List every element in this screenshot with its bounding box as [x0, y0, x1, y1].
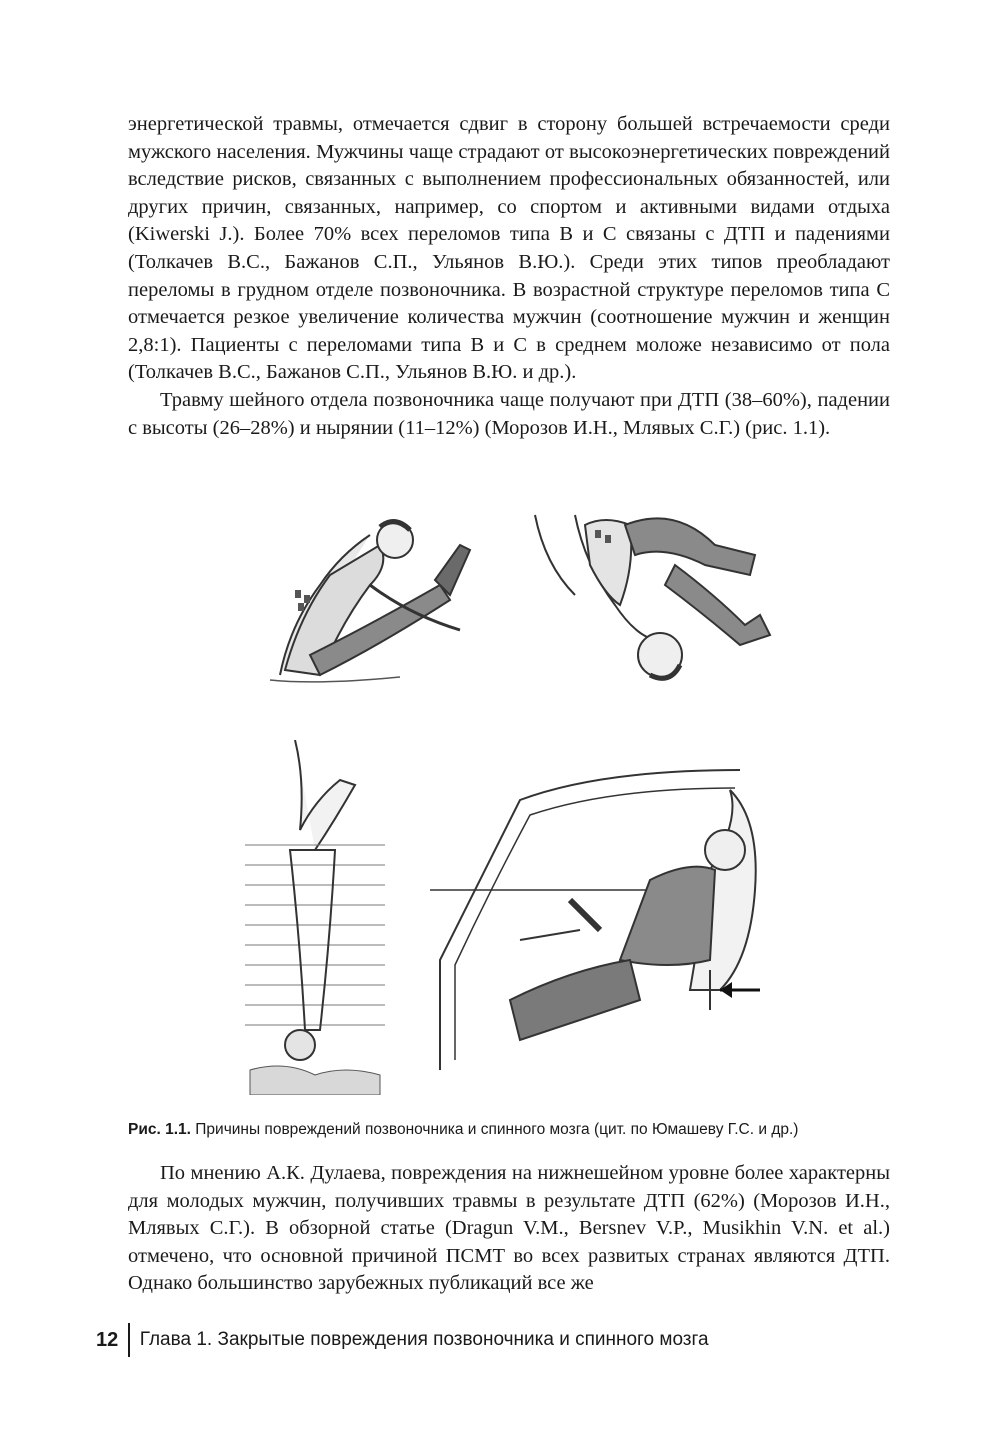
figure-spinal-injury-causes	[220, 505, 790, 1095]
paragraph: энергетической травмы, отмечается сдвиг в сторону большей встречаемости среди мужского населения. Мужчины чаще страдают от высокоэнергетических повреждений вследствие рисков, связанных с выполнением профессиональных обязанностей, или других причин, связанных, например, со спортом и активными видами отдыха (Kiwerski J.). Более 70% всех переломов типа B и С связаны с ДТП и падениями (Толкачев В.С., Бажанов С.П., Ульянов В.Ю.). Среди этих типов преобладают переломы в грудном отделе позвоночника. В возрастной структуре переломов типа С отмечается резкое увеличение количества мужчин (соотношение мужчин и женщин 2,8:1). Пациенты с переломами типа В и С в среднем моложе независимо от пола (Толкачев В.С., Бажанов С.П., Ульянов В.Ю. и др.).	[128, 113, 890, 384]
illustration-fall-backward	[515, 505, 775, 695]
body-text-top	[128, 111, 890, 442]
figure-caption	[128, 1120, 908, 1140]
paragraph: По мнению А.К. Дулаева, повреждения на нижнешейном уровне более характерны для молодых мужчин, получивших травмы в результате ДТП (62%) (Морозов И.Н., Млявых С.Г.). В обзорной статье (Dragun V.M., Bersnev V.P., Musikhin V.N. et al.) отмечено, что основной причиной ПСМТ во всех развитых странах являются ДТП. Однако большинство зарубежных публикаций все же	[128, 1162, 890, 1295]
running-title: Глава 1. Закрытые повреждения позвоночника и спинного мозга	[139, 1329, 709, 1350]
illustration-fall-forward	[260, 505, 475, 690]
illustration-diving	[245, 740, 385, 1095]
figure-caption-text: Причины повреждений позвоночника и спинного мозга (цит. по Юмашеву Г.С. и др.)	[190, 1121, 799, 1138]
body-text-bottom	[128, 1160, 890, 1298]
footer-divider	[128, 1323, 130, 1357]
illustration-car-crash	[420, 760, 790, 1080]
paragraph: Травму шейного отдела позвоночника чаще получают при ДТП (38–60%), падении с высоты (26–28%) и нырянии (11–12%) (Морозов И.Н., Млявых С.Г.) (рис. 1.1).	[128, 388, 890, 439]
figure-caption-label: Рис. 1.1.	[128, 1121, 191, 1138]
page-footer	[96, 1323, 709, 1357]
page-number: 12	[96, 1328, 119, 1351]
